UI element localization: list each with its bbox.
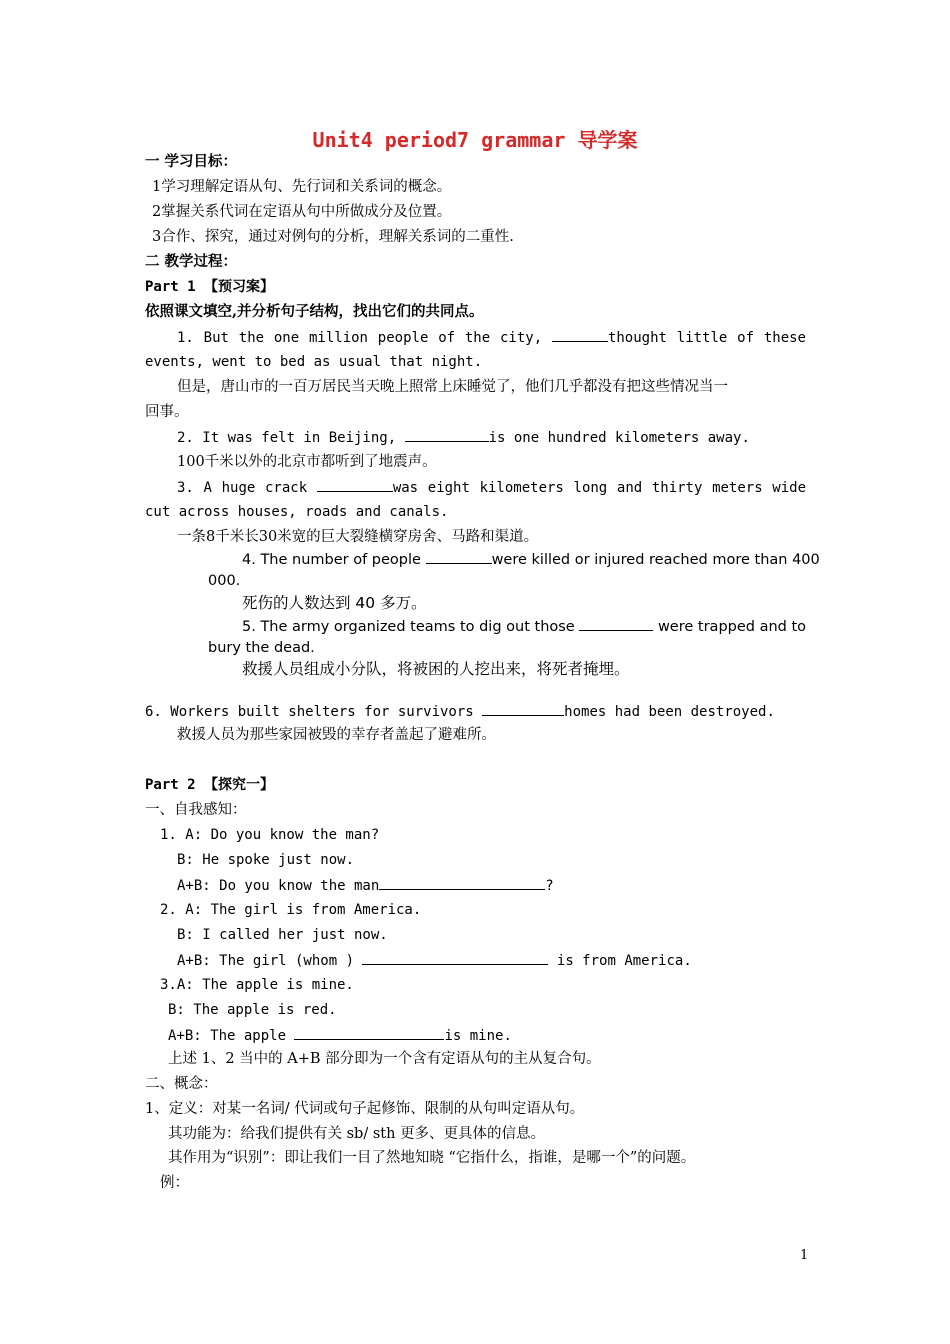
summary-text: 上述 1、2 当中的 A+B 部分即为一个含有定语从句的主从复合句。 — [168, 1051, 601, 1067]
question-4-translation: 死伤的人数达到 40 多万。 — [242, 594, 427, 612]
question-6: 6. Workers built shelters for survivors homes had been destroyed. — [145, 701, 775, 722]
question-5-translation: 救援人员组成小分队，将被困的人挖出来，将死者掩埋。 — [242, 660, 630, 678]
question-1-line-b: events, went to bed as usual that night. — [145, 354, 483, 370]
answer-blank[interactable] — [405, 427, 489, 442]
example-1-a: 1. A: Do you know the man? — [160, 827, 380, 843]
example-2-combined: A+B: The girl (whom ) is from America. — [177, 950, 692, 971]
objective-item: 2掌握关系代词在定语从句中所做成分及位置。 — [152, 204, 452, 220]
answer-blank[interactable] — [362, 950, 548, 965]
part1-heading: Part 1 【预习案】 — [145, 279, 275, 295]
question-3-translation: 一条8千米长30米宽的巨大裂缝横穿房舍、马路和渠道。 — [177, 529, 539, 545]
part2-heading: Part 2 【探究一】 — [145, 777, 275, 793]
objective-item: 1学习理解定语从句、先行词和关系词的概念。 — [152, 179, 452, 195]
question-3-line-a: 3. A huge crack was eight kilometers long and thirty meters wide — [177, 477, 806, 498]
question-3-line-b: cut across houses, roads and canals. — [145, 504, 449, 520]
question-1-line-a: 1. But the one million people of the city, thought little of these — [177, 327, 806, 348]
example-label: 例： — [160, 1175, 189, 1191]
answer-blank[interactable] — [317, 477, 393, 492]
answer-blank[interactable] — [482, 701, 564, 716]
answer-blank[interactable] — [579, 616, 653, 631]
question-1-translation-cont: 回事。 — [145, 404, 189, 420]
function-text: 其功能为：给我们提供有关 sb/ sth 更多、更具体的信息。 — [168, 1126, 546, 1142]
example-2-b: B: I called her just now. — [177, 927, 388, 943]
question-1-translation: 但是，唐山市的一百万居民当天晚上照常上床睡觉了，他们几乎都没有把这些情况当一 — [177, 379, 728, 395]
example-1-b: B: He spoke just now. — [177, 852, 355, 868]
answer-blank[interactable] — [552, 327, 608, 342]
question-5-line-a: 5. The army organized teams to dig out those were trapped and to — [242, 616, 806, 637]
question-4-line-a: 4. The number of people were killed or injured reached more than 400 — [242, 549, 820, 570]
question-5-line-b: bury the dead. — [208, 640, 315, 656]
answer-blank[interactable] — [294, 1025, 444, 1040]
definition-text: 1、定义：对某一名词/ 代词或句子起修饰、限制的从句叫定语从句。 — [145, 1101, 585, 1117]
objective-item: 3合作、探究，通过对例句的分析，理解关系词的二重性. — [152, 229, 514, 245]
answer-blank[interactable] — [379, 875, 545, 890]
part1-instruction: 依照课文填空,并分析句子结构，找出它们的共同点。 — [145, 303, 484, 320]
question-2: 2. It was felt in Beijing, is one hundred kilometers away. — [177, 427, 750, 448]
document-title: Unit4 period7 grammar 导学案 — [312, 128, 638, 152]
example-3-combined: A+B: The apple is mine. — [168, 1025, 512, 1046]
question-2-translation: 100千米以外的北京市都听到了地震声。 — [177, 454, 437, 470]
example-2-a: 2. A: The girl is from America. — [160, 902, 422, 918]
section-heading-process: 二 教学过程： — [145, 253, 238, 270]
part2-subheading-concept: 二、概念： — [145, 1076, 218, 1092]
question-6-translation: 救援人员为那些家园被毁的幸存者盖起了避难所。 — [177, 727, 496, 743]
section-heading-objectives: 一 学习目标： — [145, 153, 238, 170]
page-number: 1 — [800, 1248, 809, 1263]
question-4-line-b: 000. — [208, 573, 241, 589]
example-1-combined: A+B: Do you know the man ? — [177, 875, 554, 896]
example-3-a: 3.A: The apple is mine. — [160, 977, 354, 993]
answer-blank[interactable] — [426, 549, 492, 564]
role-text: 其作用为“识别”：即让我们一目了然地知晓 “它指什么，指谁，是哪一个”的问题。 — [168, 1150, 696, 1166]
part2-subheading-perception: 一、自我感知： — [145, 802, 247, 818]
example-3-b: B: The apple is red. — [168, 1002, 337, 1018]
